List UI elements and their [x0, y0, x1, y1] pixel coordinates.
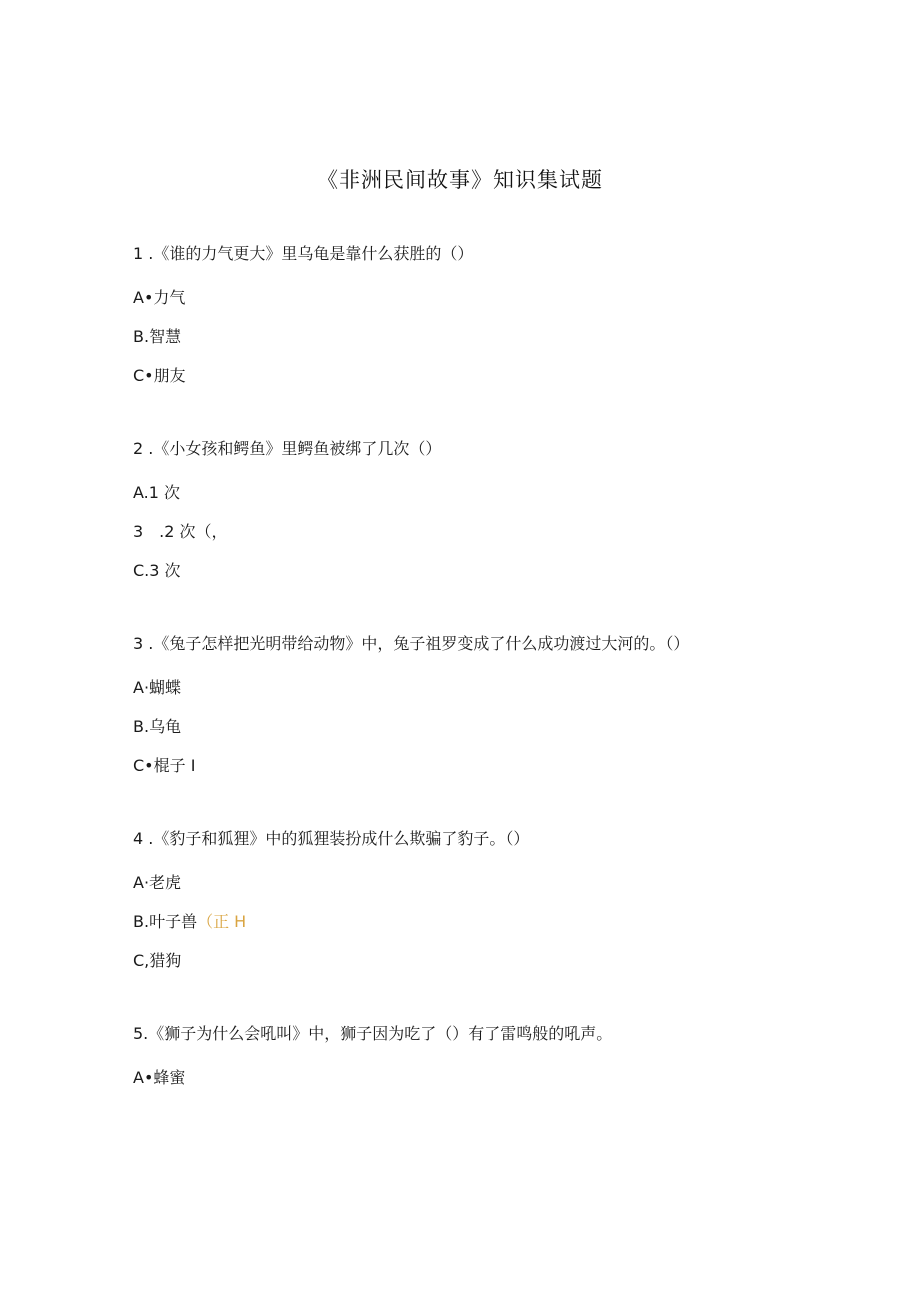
question-5-option-a: A•蜂蜜	[133, 1068, 186, 1087]
question-2-option-c: C.3 次	[133, 561, 181, 580]
question-3-option-a: A·蝴蝶	[133, 678, 182, 697]
question-5: 5.《狮子为什么会吼叫》中，狮子因为吃了（）有了雷鸣般的吼声。	[133, 1024, 613, 1043]
question-3-option-c: C•棍子 I	[133, 756, 196, 775]
question-2: 2 .《小女孩和鳄鱼》里鳄鱼被绑了几次（）	[133, 439, 442, 458]
question-4-option-c: C,猎狗	[133, 951, 182, 970]
question-3-option-b: B.乌龟	[133, 717, 182, 736]
question-4: 4 .《豹子和狐狸》中的狐狸装扮成什么欺骗了豹子。（）	[133, 829, 530, 848]
question-4-option-a: A·老虎	[133, 873, 182, 892]
question-1-option-c: C•朋友	[133, 366, 186, 385]
question-3: 3 .《兔子怎样把光明带给动物》中，兔子祖罗变成了什么成功渡过大河的。（）	[133, 634, 690, 653]
question-1-option-b: B.智慧	[133, 327, 182, 346]
handwritten-annotation: （正 H	[197, 912, 247, 931]
question-4-option-b	[133, 911, 246, 933]
question-2-option-b: 3 .2 次（，	[133, 522, 228, 541]
question-1-option-a: A•力气	[133, 288, 186, 307]
question-2-option-a: A.1 次	[133, 483, 181, 502]
question-4-option-b-text: B.叶子兽	[133, 912, 198, 931]
question-1: 1 .《谁的力气更大》里乌龟是靠什么获胜的（）	[133, 244, 474, 263]
page-title: 《非洲民间故事》知识集试题	[317, 168, 603, 192]
